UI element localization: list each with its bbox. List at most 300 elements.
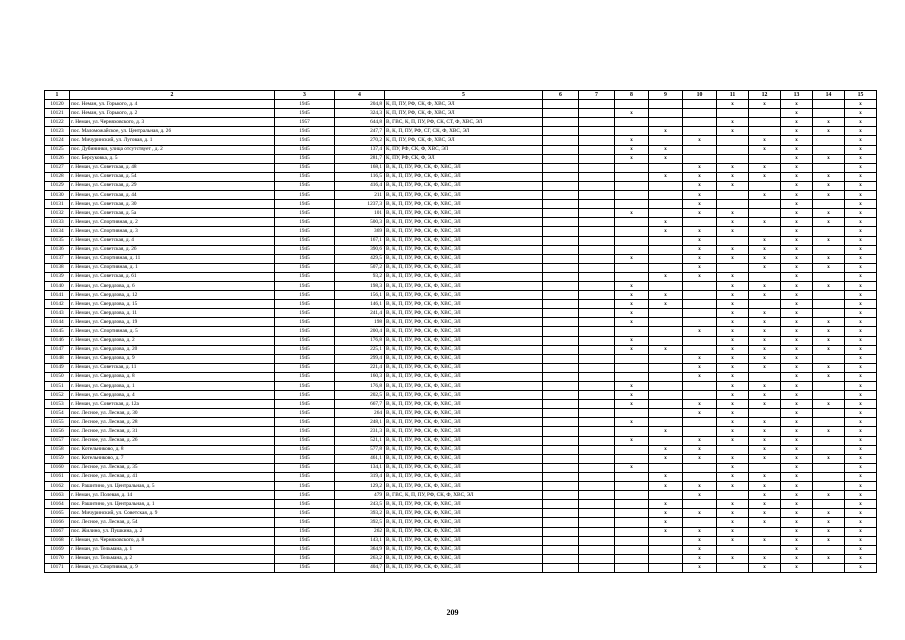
mark-cell-col-13: x xyxy=(781,218,813,227)
mark-cell-col-8 xyxy=(615,118,649,127)
table-row xyxy=(45,518,877,527)
mark-cell-col-10: x xyxy=(683,181,717,190)
area-cell: 299,4 xyxy=(335,354,385,363)
area-cell: 1237,3 xyxy=(335,200,385,209)
mark-cell-col-8 xyxy=(615,472,649,481)
mark-cell-col-6 xyxy=(543,109,579,118)
description-cell: В, К, П, ПУ, РФ, СК, Ф, ХВС, ЭЛ xyxy=(385,345,543,354)
mark-cell-col-11: x xyxy=(717,309,749,318)
mark-cell-col-11: x xyxy=(717,100,749,109)
mark-cell-col-14 xyxy=(813,309,845,318)
mark-cell-col-6 xyxy=(543,454,579,463)
mark-cell-col-11 xyxy=(717,236,749,245)
mark-cell-col-14 xyxy=(813,272,845,281)
mark-cell-col-8 xyxy=(615,563,649,572)
mark-cell-col-13: x xyxy=(781,254,813,263)
mark-cell-col-9: x xyxy=(649,454,683,463)
year-cell: 1945 xyxy=(275,209,335,218)
table-row xyxy=(45,163,877,172)
address-cell: пос. Лесное, ул. Лесная, д. 30 xyxy=(70,409,275,418)
address-cell: пос. Мичуринский, ул. Луговая, д. 1 xyxy=(70,136,275,145)
area-cell: 404,7 xyxy=(335,563,385,572)
row-id-cell: 10120 xyxy=(45,100,70,109)
year-cell: 1945 xyxy=(275,445,335,454)
mark-cell-col-13: x xyxy=(781,418,813,427)
table-row xyxy=(45,427,877,436)
mark-cell-col-6 xyxy=(543,545,579,554)
mark-cell-col-13: x xyxy=(781,436,813,445)
mark-cell-col-9: x xyxy=(649,172,683,181)
row-id-cell: 10124 xyxy=(45,136,70,145)
mark-cell-col-15: x xyxy=(845,254,877,263)
address-cell: пос. Берсуковка, д. 5 xyxy=(70,154,275,163)
mark-cell-col-7 xyxy=(579,436,615,445)
mark-cell-col-9 xyxy=(649,200,683,209)
row-id-cell: 10151 xyxy=(45,382,70,391)
mark-cell-col-15: x xyxy=(845,445,877,454)
mark-cell-col-9 xyxy=(649,409,683,418)
mark-cell-col-6 xyxy=(543,127,579,136)
mark-cell-col-7 xyxy=(579,118,615,127)
mark-cell-col-10: x xyxy=(683,163,717,172)
table-row xyxy=(45,545,877,554)
area-cell: 262 xyxy=(335,527,385,536)
mark-cell-col-14: x xyxy=(813,336,845,345)
mark-cell-col-10: x xyxy=(683,200,717,209)
mark-cell-col-14 xyxy=(813,472,845,481)
address-cell: г. Неман, ул. Свердлова, д. 1 xyxy=(70,382,275,391)
mark-cell-col-8 xyxy=(615,200,649,209)
mark-cell-col-11: x xyxy=(717,509,749,518)
mark-cell-col-6 xyxy=(543,427,579,436)
mark-cell-col-9: x xyxy=(649,300,683,309)
description-cell: В, К, П, ПУ, РФ, СК, Ф, ХВС, ЭЛ xyxy=(385,436,543,445)
mark-cell-col-15: x xyxy=(845,318,877,327)
mark-cell-col-13: x xyxy=(781,272,813,281)
mark-cell-col-12 xyxy=(749,118,781,127)
mark-cell-col-8: x xyxy=(615,309,649,318)
mark-cell-col-10: x xyxy=(683,491,717,500)
year-cell: 1945 xyxy=(275,354,335,363)
mark-cell-col-11 xyxy=(717,263,749,272)
mark-cell-col-13: x xyxy=(781,154,813,163)
address-cell: г. Неман, ул. Советская, д. 29 xyxy=(70,181,275,190)
mark-cell-col-6 xyxy=(543,418,579,427)
year-cell: 1945 xyxy=(275,409,335,418)
year-cell: 1945 xyxy=(275,463,335,472)
mark-cell-col-14 xyxy=(813,445,845,454)
mark-cell-col-6 xyxy=(543,436,579,445)
mark-cell-col-9 xyxy=(649,109,683,118)
mark-cell-col-12: x xyxy=(749,445,781,454)
mark-cell-col-6 xyxy=(543,263,579,272)
description-cell: В, К, П, ПУ, РФ, СК, Ф, ХВС, ЭЛ xyxy=(385,372,543,381)
mark-cell-col-14: x xyxy=(813,172,845,181)
table-row xyxy=(45,372,877,381)
mark-cell-col-14: x xyxy=(813,181,845,190)
mark-cell-col-7 xyxy=(579,181,615,190)
area-cell: 243,5 xyxy=(335,500,385,509)
address-cell: г. Неман, ул. Советская, д. 12а xyxy=(70,400,275,409)
year-cell: 1945 xyxy=(275,181,335,190)
mark-cell-col-9: x xyxy=(649,472,683,481)
address-cell: пос. Жилино, ул. Пушкина, д. 2 xyxy=(70,527,275,536)
table-row xyxy=(45,272,877,281)
description-cell: В, К, П, ПУ, РФ, СК, Ф, ХВС, ЭЛ xyxy=(385,518,543,527)
mark-cell-col-11: x xyxy=(717,127,749,136)
year-cell: 1945 xyxy=(275,200,335,209)
table-row xyxy=(45,436,877,445)
mark-cell-col-15: x xyxy=(845,345,877,354)
mark-cell-col-14 xyxy=(813,291,845,300)
table-row xyxy=(45,354,877,363)
area-cell: 160,3 xyxy=(335,372,385,381)
row-id-cell: 10152 xyxy=(45,391,70,400)
mark-cell-col-12: x xyxy=(749,536,781,545)
mark-cell-col-14: x xyxy=(813,363,845,372)
mark-cell-col-14: x xyxy=(813,154,845,163)
year-cell: 1957 xyxy=(275,118,335,127)
area-cell: 167,1 xyxy=(335,236,385,245)
area-cell: 369 xyxy=(335,227,385,236)
description-cell: В, К, П, ПУ, РФ, СК, Ф, ХВС, ЭЛ xyxy=(385,409,543,418)
column-header: 2 xyxy=(70,91,275,100)
mark-cell-col-6 xyxy=(543,391,579,400)
mark-cell-col-15: x xyxy=(845,454,877,463)
mark-cell-col-15: x xyxy=(845,545,877,554)
address-cell: г. Неман, ул. Спортивная, д. 11 xyxy=(70,254,275,263)
mark-cell-col-11: x xyxy=(717,391,749,400)
table-row xyxy=(45,309,877,318)
mark-cell-col-8 xyxy=(615,482,649,491)
row-id-cell: 10142 xyxy=(45,300,70,309)
row-id-cell: 10155 xyxy=(45,418,70,427)
column-header: 6 xyxy=(543,91,579,100)
area-cell: 393,2 xyxy=(335,509,385,518)
mark-cell-col-12 xyxy=(749,463,781,472)
mark-cell-col-8 xyxy=(615,518,649,527)
description-cell: В, К, П, ПУ, РФ, СК, Ф, ХВС, ЭЛ xyxy=(385,536,543,545)
mark-cell-col-11 xyxy=(717,109,749,118)
mark-cell-col-14: x xyxy=(813,345,845,354)
area-cell: 168,1 xyxy=(335,163,385,172)
mark-cell-col-14: x xyxy=(813,554,845,563)
area-cell: 200,4 xyxy=(335,327,385,336)
mark-cell-col-13: x xyxy=(781,227,813,236)
mark-cell-col-15: x xyxy=(845,554,877,563)
mark-cell-col-8 xyxy=(615,509,649,518)
description-cell: В, К, П, ПУ, РФ, СК, Ф, ХВС, ЭЛ xyxy=(385,500,543,509)
table-body xyxy=(45,91,877,573)
mark-cell-col-15: x xyxy=(845,491,877,500)
mark-cell-col-10: x xyxy=(683,400,717,409)
year-cell: 1945 xyxy=(275,127,335,136)
column-header: 14 xyxy=(813,91,845,100)
mark-cell-col-9 xyxy=(649,100,683,109)
mark-cell-col-12 xyxy=(749,209,781,218)
mark-cell-col-15: x xyxy=(845,518,877,527)
mark-cell-col-13: x xyxy=(781,400,813,409)
mark-cell-col-15: x xyxy=(845,536,877,545)
mark-cell-col-7 xyxy=(579,382,615,391)
mark-cell-col-10 xyxy=(683,291,717,300)
mark-cell-col-14 xyxy=(813,109,845,118)
mark-cell-col-10 xyxy=(683,518,717,527)
mark-cell-col-6 xyxy=(543,536,579,545)
mark-cell-col-13: x xyxy=(781,372,813,381)
mark-cell-col-6 xyxy=(543,191,579,200)
mark-cell-col-6 xyxy=(543,354,579,363)
row-id-cell: 10139 xyxy=(45,272,70,281)
address-cell: г. Неман, ул. Спортивная, д. 5 xyxy=(70,327,275,336)
year-cell: 1945 xyxy=(275,291,335,300)
area-cell: 500,3 xyxy=(335,218,385,227)
mark-cell-col-8 xyxy=(615,536,649,545)
description-cell: В, К, П, ПУ, РФ, СК, Ф, ХВС, ЭЛ xyxy=(385,463,543,472)
mark-cell-col-15: x xyxy=(845,109,877,118)
mark-cell-col-11 xyxy=(717,200,749,209)
mark-cell-col-13: x xyxy=(781,145,813,154)
mark-cell-col-9 xyxy=(649,463,683,472)
year-cell: 1945 xyxy=(275,563,335,572)
mark-cell-col-12: x xyxy=(749,563,781,572)
mark-cell-col-10: x xyxy=(683,254,717,263)
mark-cell-col-7 xyxy=(579,309,615,318)
description-cell: В, К, П, ПУ, РФ, СК, Ф, ХВС, ЭЛ xyxy=(385,163,543,172)
mark-cell-col-6 xyxy=(543,400,579,409)
description-cell: К, П, ПУ, РФ, СК, Ф, ХВС, ЭЛ xyxy=(385,100,543,109)
row-id-cell: 10147 xyxy=(45,345,70,354)
address-cell: г. Неман, ул. Свердлова, д. 9 xyxy=(70,354,275,363)
mark-cell-col-12: x xyxy=(749,263,781,272)
mark-cell-col-14: x xyxy=(813,509,845,518)
mark-cell-col-14 xyxy=(813,163,845,172)
year-cell: 1945 xyxy=(275,236,335,245)
mark-cell-col-12: x xyxy=(749,100,781,109)
mark-cell-col-13: x xyxy=(781,300,813,309)
mark-cell-col-14 xyxy=(813,545,845,554)
address-cell: г. Неман, ул. Свердлова, д. 15 xyxy=(70,300,275,309)
mark-cell-col-10: x xyxy=(683,227,717,236)
area-cell: 270,2 xyxy=(335,136,385,145)
mark-cell-col-11: x xyxy=(717,536,749,545)
mark-cell-col-8 xyxy=(615,409,649,418)
area-cell: 507,2 xyxy=(335,263,385,272)
mark-cell-col-11 xyxy=(717,154,749,163)
mark-cell-col-9 xyxy=(649,336,683,345)
area-cell: 416,4 xyxy=(335,181,385,190)
mark-cell-col-11: x xyxy=(717,354,749,363)
mark-cell-col-10: x xyxy=(683,436,717,445)
mark-cell-col-14: x xyxy=(813,191,845,200)
mark-cell-col-9: x xyxy=(649,527,683,536)
mark-cell-col-9: x xyxy=(649,127,683,136)
mark-cell-col-7 xyxy=(579,172,615,181)
mark-cell-col-13: x xyxy=(781,209,813,218)
mark-cell-col-7 xyxy=(579,518,615,527)
year-cell: 1945 xyxy=(275,527,335,536)
address-cell: пос. Лесное, ул. Лесная, д. 54 xyxy=(70,518,275,527)
year-cell: 1945 xyxy=(275,391,335,400)
mark-cell-col-9: x xyxy=(649,518,683,527)
mark-cell-col-6 xyxy=(543,445,579,454)
mark-cell-col-13: x xyxy=(781,281,813,290)
mark-cell-col-15: x xyxy=(845,291,877,300)
description-cell: К, П, ПУ, РФ, СК, Ф, ХВС, ЭЛ xyxy=(385,109,543,118)
mark-cell-col-8 xyxy=(615,263,649,272)
mark-cell-col-10 xyxy=(683,345,717,354)
mark-cell-col-10: x xyxy=(683,236,717,245)
mark-cell-col-12: x xyxy=(749,254,781,263)
mark-cell-col-12: x xyxy=(749,436,781,445)
description-cell: В, К, П, ПУ, РФ, СК, Ф, ХВС, ЭЛ xyxy=(385,554,543,563)
year-cell: 1945 xyxy=(275,482,335,491)
year-cell: 1945 xyxy=(275,454,335,463)
mark-cell-col-9 xyxy=(649,372,683,381)
mark-cell-col-12: x xyxy=(749,418,781,427)
mark-cell-col-12: x xyxy=(749,500,781,509)
mark-cell-col-8 xyxy=(615,354,649,363)
table-row xyxy=(45,472,877,481)
mark-cell-col-12: x xyxy=(749,382,781,391)
mark-cell-col-9 xyxy=(649,318,683,327)
area-cell: 211 xyxy=(335,191,385,200)
mark-cell-col-12 xyxy=(749,127,781,136)
table-row xyxy=(45,363,877,372)
row-id-cell: 10135 xyxy=(45,236,70,245)
mark-cell-col-8 xyxy=(615,218,649,227)
mark-cell-col-14 xyxy=(813,391,845,400)
mark-cell-col-7 xyxy=(579,100,615,109)
description-cell: К, ПУ, РФ, СК, Ф, ХВС, ЭЛ xyxy=(385,145,543,154)
description-cell: В, К, П, ПУ, РФ, СК, Ф, ХВС, ЭЛ xyxy=(385,309,543,318)
table-row xyxy=(45,118,877,127)
address-cell: пос. Котельниково, д. 8 xyxy=(70,445,275,454)
year-cell: 1945 xyxy=(275,154,335,163)
address-cell: г. Неман, ул. Свердлова, д. 4 xyxy=(70,391,275,400)
address-cell: г. Неман, ул. Спортивная, д. 2 xyxy=(70,218,275,227)
column-header: 8 xyxy=(615,91,649,100)
year-cell: 1945 xyxy=(275,418,335,427)
row-id-cell: 10163 xyxy=(45,491,70,500)
mark-cell-col-9 xyxy=(649,545,683,554)
row-id-cell: 10132 xyxy=(45,209,70,218)
area-cell: 231,3 xyxy=(335,427,385,436)
mark-cell-col-8: x xyxy=(615,382,649,391)
mark-cell-col-14 xyxy=(813,145,845,154)
mark-cell-col-14 xyxy=(813,200,845,209)
mark-cell-col-15: x xyxy=(845,218,877,227)
mark-cell-col-12 xyxy=(749,154,781,163)
mark-cell-col-10: x xyxy=(683,172,717,181)
mark-cell-col-8 xyxy=(615,227,649,236)
mark-cell-col-8 xyxy=(615,545,649,554)
mark-cell-col-7 xyxy=(579,236,615,245)
mark-cell-col-6 xyxy=(543,218,579,227)
mark-cell-col-13: x xyxy=(781,354,813,363)
mark-cell-col-15: x xyxy=(845,100,877,109)
mark-cell-col-12: x xyxy=(749,318,781,327)
mark-cell-col-6 xyxy=(543,154,579,163)
mark-cell-col-12: x xyxy=(749,172,781,181)
mark-cell-col-7 xyxy=(579,500,615,509)
table-row xyxy=(45,100,877,109)
row-id-cell: 10125 xyxy=(45,145,70,154)
description-cell: В, К, П, ПУ, РФ, СК, Ф, ХВС, ЭЛ xyxy=(385,181,543,190)
year-cell: 1945 xyxy=(275,500,335,509)
mark-cell-col-15: x xyxy=(845,172,877,181)
table-row xyxy=(45,154,877,163)
mark-cell-col-7 xyxy=(579,291,615,300)
address-cell: г. Неман, ул. Черняховского, д. 8 xyxy=(70,536,275,545)
address-cell: г. Неман, ул. Свердлова, д. 2 xyxy=(70,336,275,345)
mark-cell-col-12: x xyxy=(749,454,781,463)
year-cell: 1945 xyxy=(275,254,335,263)
mark-cell-col-7 xyxy=(579,300,615,309)
description-cell: В, К, П, ПУ, РФ, СК, Ф, ХВС, ЭЛ xyxy=(385,263,543,272)
mark-cell-col-7 xyxy=(579,200,615,209)
area-cell: 263,2 xyxy=(335,554,385,563)
address-cell: пос. Рашитино, ул. Центральная, д. 1 xyxy=(70,500,275,509)
mark-cell-col-12: x xyxy=(749,472,781,481)
row-id-cell: 10134 xyxy=(45,227,70,236)
mark-cell-col-15: x xyxy=(845,363,877,372)
description-cell: В, К, П, ПУ, РФ, СК, Ф, ХВС, ЭЛ xyxy=(385,354,543,363)
area-cell: 390,6 xyxy=(335,245,385,254)
mark-cell-col-14 xyxy=(813,436,845,445)
mark-cell-col-7 xyxy=(579,427,615,436)
row-id-cell: 10123 xyxy=(45,127,70,136)
area-cell: 221,4 xyxy=(335,363,385,372)
address-cell: г. Неман, ул. Свердлова, д. 12 xyxy=(70,291,275,300)
year-cell: 1945 xyxy=(275,100,335,109)
mark-cell-col-13: x xyxy=(781,427,813,436)
row-id-cell: 10146 xyxy=(45,336,70,345)
mark-cell-col-15: x xyxy=(845,409,877,418)
mark-cell-col-10: x xyxy=(683,536,717,545)
mark-cell-col-9 xyxy=(649,327,683,336)
row-id-cell: 10165 xyxy=(45,509,70,518)
mark-cell-col-13: x xyxy=(781,363,813,372)
area-cell: 143,1 xyxy=(335,536,385,545)
mark-cell-col-7 xyxy=(579,345,615,354)
mark-cell-col-6 xyxy=(543,200,579,209)
row-id-cell: 10153 xyxy=(45,400,70,409)
row-id-cell: 10145 xyxy=(45,327,70,336)
year-cell: 1945 xyxy=(275,472,335,481)
address-cell: г. Неман, ул. Советская, д. 44 xyxy=(70,191,275,200)
mark-cell-col-9 xyxy=(649,554,683,563)
address-cell: г. Неман, ул. Свердлова, д. 6 xyxy=(70,281,275,290)
mark-cell-col-10: x xyxy=(683,563,717,572)
mark-cell-col-7 xyxy=(579,563,615,572)
address-cell: пос. Маломожайское, ул. Центральная, д. 26 xyxy=(70,127,275,136)
mark-cell-col-8 xyxy=(615,127,649,136)
mark-cell-col-10: x xyxy=(683,327,717,336)
mark-cell-col-6 xyxy=(543,209,579,218)
description-cell: В, К, П, ПУ, РФ, СК, Ф, ХВС, ЭЛ xyxy=(385,527,543,536)
description-cell: В, К, П, ПУ, РФ, СК, Ф, ХВС, ЭЛ xyxy=(385,291,543,300)
mark-cell-col-8: x xyxy=(615,463,649,472)
mark-cell-col-6 xyxy=(543,500,579,509)
mark-cell-col-11: x xyxy=(717,527,749,536)
table-row xyxy=(45,336,877,345)
table-row xyxy=(45,463,877,472)
table-row xyxy=(45,536,877,545)
mark-cell-col-12: x xyxy=(749,400,781,409)
description-cell: В, К, П, ПУ, РФ, СК, Ф, ХВС, ЭЛ xyxy=(385,300,543,309)
mark-cell-col-14: x xyxy=(813,281,845,290)
